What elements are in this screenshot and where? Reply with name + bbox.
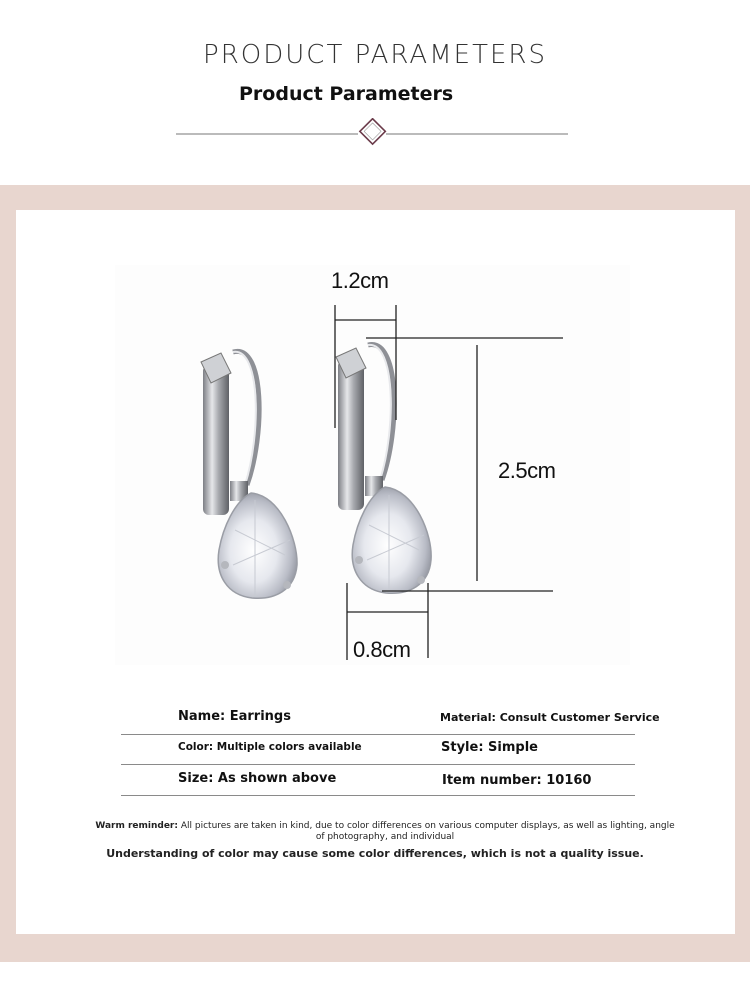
spec-name: Name: Earrings <box>178 709 291 724</box>
header <box>0 0 750 185</box>
spec-material: Material: Consult Customer Service <box>440 711 660 724</box>
spec-divider <box>121 764 635 765</box>
spec-item-number: Item number: 10160 <box>442 773 592 788</box>
right-earring <box>336 345 431 594</box>
spec-style: Style: Simple <box>441 740 538 755</box>
reminder-label: Warm reminder: <box>95 821 178 831</box>
footer <box>0 962 750 1002</box>
page-subtitle: Product Parameters <box>239 83 454 105</box>
warm-reminder <box>90 821 680 843</box>
spec-divider <box>121 734 635 735</box>
page-title: PRODUCT PARAMETERS <box>203 40 547 70</box>
left-earring <box>201 351 297 598</box>
width-dimension-label: 1.2cm <box>331 268 389 293</box>
height-dimension-label: 2.5cm <box>498 458 556 483</box>
spec-color: Color: Multiple colors available <box>178 741 362 753</box>
spec-divider <box>121 795 635 796</box>
spec-size: Size: As shown above <box>178 771 337 786</box>
color-notice: Understanding of color may cause some color differences, which is not a quality issue. <box>106 847 644 860</box>
diamond-divider-icon <box>176 118 568 148</box>
reminder-text: All pictures are taken in kind, due to color differences on various computer displays, as well as lighting, angle of photography, and individual <box>180 821 675 842</box>
stone-dimension-label: 0.8cm <box>353 637 411 662</box>
